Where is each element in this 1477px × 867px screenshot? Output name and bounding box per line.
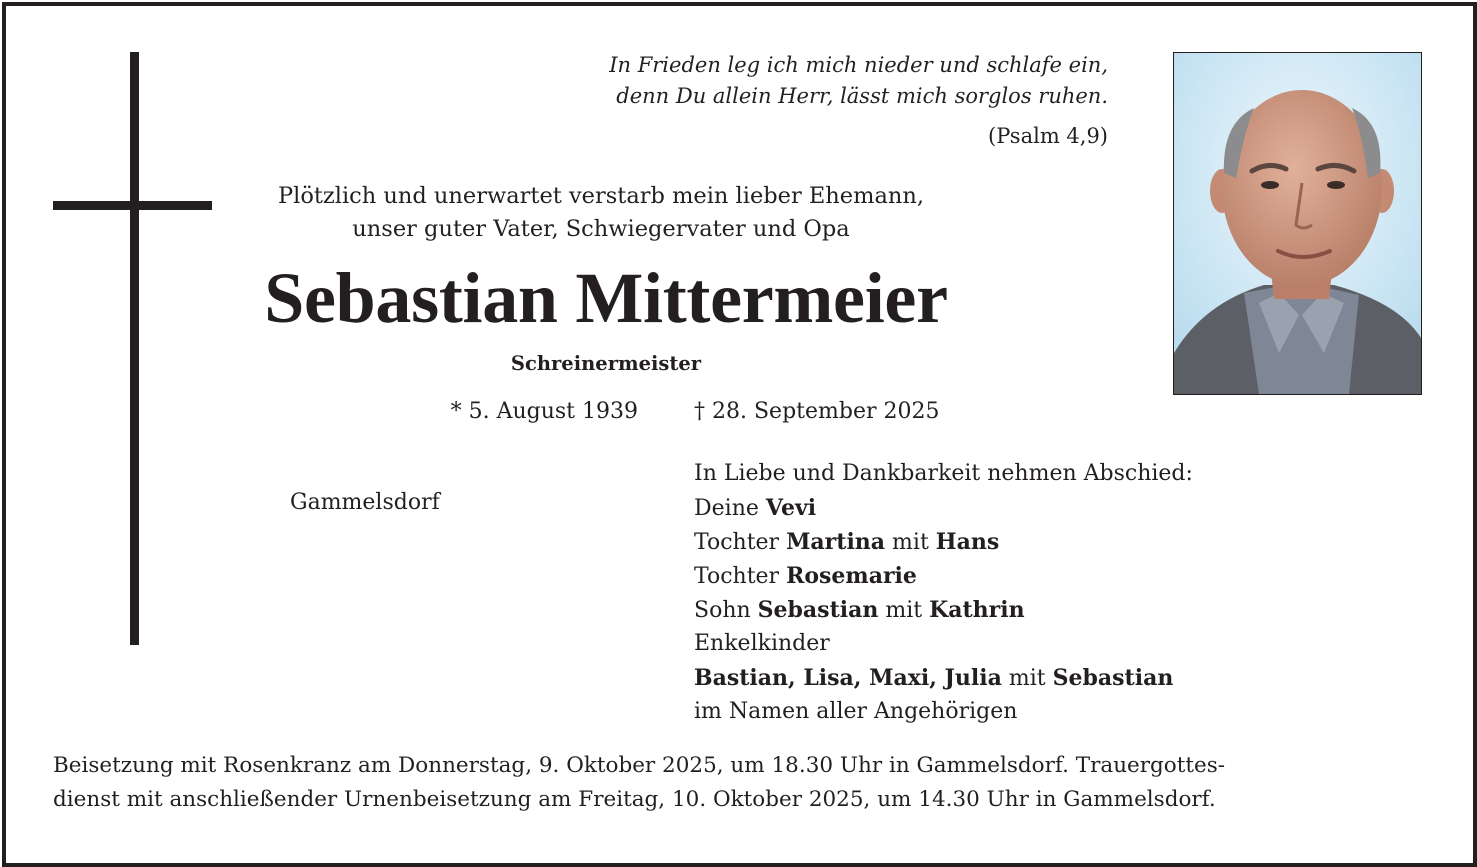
- mourner-line: Bastian, Lisa, Maxi, Julia mit Sebastian: [694, 665, 1174, 691]
- funeral-details: [53, 749, 1433, 817]
- deceased-profession: Schreinermeister: [510, 352, 702, 375]
- cross-icon-horizontal: [53, 201, 212, 210]
- mourners-heading: In Liebe und Dankbarkeit nehmen Abschied:: [694, 461, 1193, 486]
- death-date: † 28. September 2025: [694, 399, 940, 424]
- mourner-line: Sohn Sebastian mit Kathrin: [694, 597, 1025, 623]
- verse-line-1: In Frieden leg ich mich nieder und schlafe ein,: [609, 53, 1108, 77]
- birth-date: * 5. August 1939: [450, 399, 638, 424]
- funeral-details-line-2: dienst mit anschließender Urnenbeisetzung am Freitag, 10. Oktober 2025, um 14.30 Uhr in Gammelsdorf.: [53, 787, 1216, 812]
- mourner-line: Deine Vevi: [694, 495, 817, 521]
- portrait-photo-illustration: [1174, 53, 1421, 394]
- verse-reference: (Psalm 4,9): [988, 124, 1108, 148]
- mourner-line: Enkelkinder: [694, 631, 830, 656]
- intro-line-2: unser guter Vater, Schwiegervater und Opa: [352, 216, 850, 242]
- cross-icon-vertical: [130, 52, 139, 645]
- portrait-photo: [1173, 52, 1422, 395]
- mourners-list: [694, 457, 1193, 729]
- psalm-verse: [386, 50, 1108, 112]
- intro-line-1: Plötzlich und unerwartet verstarb mein lieber Ehemann,: [277, 183, 925, 209]
- deceased-name: Sebastian Mittermeier: [264, 258, 948, 338]
- mourners-closing: im Namen aller Angehörigen: [694, 699, 1018, 724]
- obituary-card: [2, 2, 1477, 867]
- residence-place: Gammelsdorf: [290, 490, 440, 515]
- funeral-details-line-1: Beisetzung mit Rosenkranz am Donnerstag, 9. Oktober 2025, um 18.30 Uhr in Gammelsdorf. Trauergottes-: [53, 753, 1226, 778]
- mourner-line: Tochter Martina mit Hans: [694, 529, 1000, 555]
- mourner-line: Tochter Rosemarie: [694, 563, 917, 589]
- announcement-intro: [206, 180, 996, 246]
- verse-line-2: denn Du allein Herr, lässt mich sorglos ruhen.: [616, 84, 1108, 108]
